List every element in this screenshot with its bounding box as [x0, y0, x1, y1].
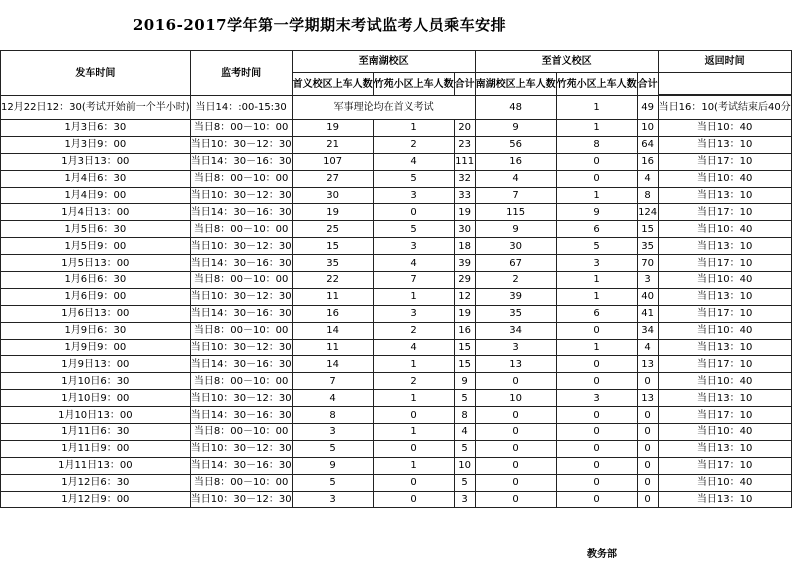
special-shouyi-zhuyuan[interactable]: 1 — [556, 96, 637, 120]
cell-shouyi-zhuyuan[interactable]: 3 — [556, 255, 637, 272]
footer-department: 教务部 — [587, 549, 617, 560]
header-to-nanhu[interactable]: 至南湖校区 — [292, 51, 475, 73]
cell-depart-time[interactable]: 1月12日9：00 — [1, 491, 191, 508]
cell-shouyi-total[interactable]: 124 — [637, 204, 658, 221]
table-row — [1, 153, 792, 170]
cell-return-time[interactable]: 当日10：40 — [658, 373, 791, 390]
cell-nanhu-zhuyuan[interactable]: 0 — [373, 440, 454, 457]
cell-invig-time[interactable]: 当日14：30－16：30 — [190, 407, 292, 424]
cell-shouyi-nanhu[interactable]: 30 — [475, 238, 556, 255]
cell-nanhu-shouyi[interactable]: 3 — [292, 424, 373, 441]
cell-shouyi-total[interactable]: 3 — [637, 272, 658, 289]
cell-depart-time[interactable]: 1月10日6：30 — [1, 373, 191, 390]
cell-nanhu-shouyi[interactable]: 8 — [292, 407, 373, 424]
cell-nanhu-total[interactable]: 32 — [454, 170, 475, 187]
cell-return-time[interactable]: 当日10：40 — [658, 272, 791, 289]
cell-shouyi-total[interactable]: 0 — [637, 440, 658, 457]
cell-return-time[interactable]: 当日10：40 — [658, 322, 791, 339]
header-depart-time[interactable]: 发车时间 — [1, 51, 191, 96]
cell-depart-time[interactable]: 1月3日6：30 — [1, 120, 191, 137]
cell-shouyi-total[interactable]: 13 — [637, 390, 658, 407]
cell-shouyi-zhuyuan[interactable]: 0 — [556, 356, 637, 373]
cell-nanhu-zhuyuan[interactable]: 4 — [373, 339, 454, 356]
cell-shouyi-zhuyuan[interactable]: 0 — [556, 424, 637, 441]
cell-shouyi-nanhu[interactable]: 34 — [475, 322, 556, 339]
cell-nanhu-shouyi[interactable]: 5 — [292, 474, 373, 491]
cell-nanhu-zhuyuan[interactable]: 1 — [373, 120, 454, 137]
table-row — [1, 288, 792, 305]
cell-shouyi-zhuyuan[interactable]: 6 — [556, 305, 637, 322]
cell-invig-time[interactable]: 当日10：30－12：30 — [190, 491, 292, 508]
cell-nanhu-total[interactable]: 4 — [454, 424, 475, 441]
cell-shouyi-nanhu[interactable]: 4 — [475, 170, 556, 187]
cell-return-time[interactable]: 当日10：40 — [658, 474, 791, 491]
subheader-nanhu-shouyi-boarding[interactable]: 首义校区上车人数 — [292, 73, 373, 96]
cell-nanhu-total[interactable]: 10 — [454, 457, 475, 474]
cell-shouyi-zhuyuan[interactable]: 0 — [556, 457, 637, 474]
cell-shouyi-zhuyuan[interactable]: 0 — [556, 322, 637, 339]
cell-shouyi-nanhu[interactable]: 0 — [475, 491, 556, 508]
subheader-nanhu-total[interactable]: 合计 — [454, 73, 475, 96]
cell-nanhu-shouyi[interactable]: 9 — [292, 457, 373, 474]
cell-shouyi-nanhu[interactable]: 0 — [475, 440, 556, 457]
cell-nanhu-zhuyuan[interactable]: 3 — [373, 238, 454, 255]
cell-shouyi-nanhu[interactable]: 39 — [475, 288, 556, 305]
cell-nanhu-total[interactable]: 8 — [454, 407, 475, 424]
cell-invig-time[interactable]: 当日8：00－10：00 — [190, 474, 292, 491]
cell-nanhu-total[interactable]: 5 — [454, 390, 475, 407]
cell-nanhu-zhuyuan[interactable]: 1 — [373, 457, 454, 474]
cell-invig-time[interactable]: 当日14：30－16：30 — [190, 153, 292, 170]
selected-cell[interactable] — [658, 73, 791, 95]
cell-nanhu-shouyi[interactable]: 14 — [292, 322, 373, 339]
cell-nanhu-total[interactable]: 19 — [454, 305, 475, 322]
cell-invig-time[interactable]: 当日14：30－16：30 — [190, 255, 292, 272]
cell-invig-time[interactable]: 当日14：30－16：30 — [190, 305, 292, 322]
cell-shouyi-zhuyuan[interactable]: 5 — [556, 238, 637, 255]
cell-depart-time[interactable]: 1月9日13：00 — [1, 356, 191, 373]
cell-nanhu-shouyi[interactable]: 19 — [292, 120, 373, 137]
cell-shouyi-total[interactable]: 8 — [637, 187, 658, 204]
cell-nanhu-total[interactable]: 9 — [454, 373, 475, 390]
cell-shouyi-total[interactable]: 64 — [637, 136, 658, 153]
cell-return-time[interactable]: 当日17：10 — [658, 407, 791, 424]
cell-nanhu-total[interactable]: 29 — [454, 272, 475, 289]
table-row — [1, 170, 792, 187]
cell-depart-time[interactable]: 1月5日6：30 — [1, 221, 191, 238]
cell-shouyi-total[interactable]: 16 — [637, 153, 658, 170]
cell-shouyi-total[interactable]: 4 — [637, 170, 658, 187]
cell-shouyi-nanhu[interactable]: 35 — [475, 305, 556, 322]
cell-shouyi-total[interactable]: 40 — [637, 288, 658, 305]
cell-shouyi-zhuyuan[interactable]: 0 — [556, 474, 637, 491]
cell-shouyi-nanhu[interactable]: 9 — [475, 221, 556, 238]
table-row — [1, 255, 792, 272]
cell-shouyi-zhuyuan[interactable]: 1 — [556, 272, 637, 289]
cell-invig-time[interactable]: 当日10：30－12：30 — [190, 238, 292, 255]
cell-nanhu-total[interactable]: 30 — [454, 221, 475, 238]
cell-nanhu-shouyi[interactable]: 15 — [292, 238, 373, 255]
cell-shouyi-nanhu[interactable]: 16 — [475, 153, 556, 170]
cell-shouyi-zhuyuan[interactable]: 0 — [556, 153, 637, 170]
cell-nanhu-shouyi[interactable]: 11 — [292, 339, 373, 356]
table-row — [1, 238, 792, 255]
cell-invig-time[interactable]: 当日10：30－12：30 — [190, 187, 292, 204]
cell-nanhu-zhuyuan[interactable]: 7 — [373, 272, 454, 289]
cell-depart-time[interactable]: 1月11日9：00 — [1, 440, 191, 457]
cell-shouyi-zhuyuan[interactable]: 0 — [556, 407, 637, 424]
subheader-shouyi-zhuyuan-boarding[interactable]: 竹苑小区上车人数 — [556, 73, 637, 96]
cell-shouyi-zhuyuan[interactable]: 1 — [556, 187, 637, 204]
cell-nanhu-shouyi[interactable]: 107 — [292, 153, 373, 170]
cell-shouyi-total[interactable]: 13 — [637, 356, 658, 373]
cell-nanhu-shouyi[interactable]: 25 — [292, 221, 373, 238]
table-row — [1, 491, 792, 508]
cell-return-time[interactable]: 当日13：10 — [658, 491, 791, 508]
cell-depart-time[interactable]: 1月5日13：00 — [1, 255, 191, 272]
page-title: 2016-2017学年第一学期期末考试监考人员乘车安排 — [132, 16, 507, 34]
cell-shouyi-total[interactable]: 4 — [637, 339, 658, 356]
cell-return-time[interactable]: 当日10：40 — [658, 424, 791, 441]
cell-depart-time[interactable]: 1月3日9：00 — [1, 136, 191, 153]
subheader-shouyi-nanhu-boarding[interactable]: 南湖校区上车人数 — [475, 73, 556, 96]
cell-nanhu-shouyi[interactable]: 21 — [292, 136, 373, 153]
cell-nanhu-shouyi[interactable]: 4 — [292, 390, 373, 407]
cell-return-time[interactable]: 当日13：10 — [658, 288, 791, 305]
cell-nanhu-total[interactable]: 20 — [454, 120, 475, 137]
cell-return-time[interactable]: 当日13：10 — [658, 390, 791, 407]
table-row — [1, 457, 792, 474]
cell-shouyi-zhuyuan[interactable]: 0 — [556, 170, 637, 187]
cell-shouyi-nanhu[interactable]: 7 — [475, 187, 556, 204]
cell-nanhu-total[interactable]: 39 — [454, 255, 475, 272]
cell-depart-time[interactable]: 1月11日13：00 — [1, 457, 191, 474]
cell-return-time[interactable]: 当日17：10 — [658, 153, 791, 170]
table-row — [1, 424, 792, 441]
cell-return-time[interactable]: 当日10：40 — [658, 170, 791, 187]
cell-invig-time[interactable]: 当日10：30－12：30 — [190, 288, 292, 305]
cell-invig-time[interactable]: 当日8：00－10：00 — [190, 272, 292, 289]
cell-return-time[interactable]: 当日10：40 — [658, 120, 791, 137]
subheader-nanhu-zhuyuan-boarding[interactable]: 竹苑小区上车人数 — [373, 73, 454, 96]
cell-nanhu-zhuyuan[interactable]: 4 — [373, 255, 454, 272]
cell-shouyi-nanhu[interactable]: 3 — [475, 339, 556, 356]
cell-nanhu-shouyi[interactable]: 5 — [292, 440, 373, 457]
special-invig-time[interactable]: 当日14：:00-15:30 — [190, 96, 292, 120]
cell-shouyi-total[interactable]: 15 — [637, 221, 658, 238]
cell-shouyi-total[interactable]: 0 — [637, 474, 658, 491]
special-note[interactable]: 军事理论均在首义考试 — [292, 96, 475, 120]
cell-nanhu-total[interactable]: 23 — [454, 136, 475, 153]
cell-shouyi-total[interactable]: 10 — [637, 120, 658, 137]
cell-nanhu-zhuyuan[interactable]: 2 — [373, 373, 454, 390]
cell-depart-time[interactable]: 1月4日9：00 — [1, 187, 191, 204]
table-row — [1, 339, 792, 356]
cell-nanhu-zhuyuan[interactable]: 3 — [373, 187, 454, 204]
table-row — [1, 373, 792, 390]
cell-shouyi-nanhu[interactable]: 56 — [475, 136, 556, 153]
cell-shouyi-nanhu[interactable]: 0 — [475, 474, 556, 491]
cell-shouyi-total[interactable]: 0 — [637, 491, 658, 508]
cell-nanhu-zhuyuan[interactable]: 3 — [373, 305, 454, 322]
cell-return-time[interactable]: 当日10：40 — [658, 221, 791, 238]
cell-nanhu-zhuyuan[interactable]: 0 — [373, 204, 454, 221]
cell-return-time[interactable]: 当日17：10 — [658, 457, 791, 474]
cell-return-time[interactable]: 当日13：10 — [658, 339, 791, 356]
special-depart-time[interactable]: 12月22日12：30(考试开始前一个半小时) — [1, 96, 191, 120]
table-row — [1, 272, 792, 289]
cell-depart-time[interactable]: 1月4日13：00 — [1, 204, 191, 221]
special-shouyi-nanhu[interactable]: 48 — [475, 96, 556, 120]
cell-nanhu-zhuyuan[interactable]: 0 — [373, 474, 454, 491]
schedule-table — [0, 50, 792, 508]
cell-nanhu-zhuyuan[interactable]: 2 — [373, 136, 454, 153]
cell-invig-time[interactable]: 当日14：30－16：30 — [190, 204, 292, 221]
cell-shouyi-nanhu[interactable]: 10 — [475, 390, 556, 407]
cell-shouyi-total[interactable]: 41 — [637, 305, 658, 322]
table-row — [1, 136, 792, 153]
cell-nanhu-zhuyuan[interactable]: 0 — [373, 407, 454, 424]
cell-return-time[interactable]: 当日13：10 — [658, 238, 791, 255]
cell-depart-time[interactable]: 1月10日13：00 — [1, 407, 191, 424]
cell-nanhu-shouyi[interactable]: 3 — [292, 491, 373, 508]
cell-shouyi-nanhu[interactable]: 2 — [475, 272, 556, 289]
cell-shouyi-nanhu[interactable]: 0 — [475, 424, 556, 441]
cell-shouyi-total[interactable]: 34 — [637, 322, 658, 339]
subheader-shouyi-total[interactable]: 合计 — [637, 73, 658, 96]
cell-shouyi-zhuyuan[interactable]: 0 — [556, 491, 637, 508]
table-row — [1, 440, 792, 457]
cell-shouyi-zhuyuan[interactable]: 1 — [556, 339, 637, 356]
cell-nanhu-total[interactable]: 16 — [454, 322, 475, 339]
cell-nanhu-zhuyuan[interactable]: 4 — [373, 153, 454, 170]
cell-depart-time[interactable]: 1月9日6：30 — [1, 322, 191, 339]
cell-nanhu-shouyi[interactable]: 7 — [292, 373, 373, 390]
cell-shouyi-nanhu[interactable]: 115 — [475, 204, 556, 221]
cell-depart-time[interactable]: 1月10日9：00 — [1, 390, 191, 407]
cell-nanhu-total[interactable]: 15 — [454, 356, 475, 373]
cell-shouyi-zhuyuan[interactable]: 6 — [556, 221, 637, 238]
cell-shouyi-total[interactable]: 0 — [637, 407, 658, 424]
special-return-time[interactable]: 当日16：10(考试结束后40分 — [658, 96, 791, 120]
cell-shouyi-total[interactable]: 0 — [637, 457, 658, 474]
cell-shouyi-zhuyuan[interactable]: 8 — [556, 136, 637, 153]
cell-nanhu-shouyi[interactable]: 35 — [292, 255, 373, 272]
cell-shouyi-nanhu[interactable]: 13 — [475, 356, 556, 373]
cell-nanhu-total[interactable]: 12 — [454, 288, 475, 305]
cell-nanhu-total[interactable]: 15 — [454, 339, 475, 356]
cell-nanhu-zhuyuan[interactable]: 1 — [373, 288, 454, 305]
cell-shouyi-nanhu[interactable]: 0 — [475, 457, 556, 474]
table-row — [1, 356, 792, 373]
cell-shouyi-total[interactable]: 0 — [637, 373, 658, 390]
cell-nanhu-zhuyuan[interactable]: 5 — [373, 221, 454, 238]
cell-return-time[interactable]: 当日17：10 — [658, 204, 791, 221]
cell-shouyi-total[interactable]: 0 — [637, 424, 658, 441]
cell-nanhu-zhuyuan[interactable]: 5 — [373, 170, 454, 187]
cell-nanhu-zhuyuan[interactable]: 1 — [373, 390, 454, 407]
cell-depart-time[interactable]: 1月9日9：00 — [1, 339, 191, 356]
cell-shouyi-nanhu[interactable]: 9 — [475, 120, 556, 137]
cell-invig-time[interactable]: 当日10：30－12：30 — [190, 440, 292, 457]
cell-depart-time[interactable]: 1月12日6：30 — [1, 474, 191, 491]
table-row — [1, 204, 792, 221]
special-shouyi-total[interactable]: 49 — [637, 96, 658, 120]
cell-invig-time[interactable]: 当日8：00－10：00 — [190, 120, 292, 137]
cell-nanhu-zhuyuan[interactable]: 1 — [373, 356, 454, 373]
cell-nanhu-total[interactable]: 33 — [454, 187, 475, 204]
cell-invig-time[interactable]: 当日8：00－10：00 — [190, 221, 292, 238]
cell-depart-time[interactable]: 1月4日6：30 — [1, 170, 191, 187]
cell-invig-time[interactable]: 当日10：30－12：30 — [190, 339, 292, 356]
cell-invig-time[interactable]: 当日10：30－12：30 — [190, 390, 292, 407]
cell-depart-time[interactable]: 1月11日6：30 — [1, 424, 191, 441]
table-row — [1, 390, 792, 407]
cell-nanhu-total[interactable]: 3 — [454, 491, 475, 508]
cell-return-time[interactable]: 当日17：10 — [658, 356, 791, 373]
table-row — [1, 120, 792, 137]
header-return-time[interactable]: 返回时间 — [658, 51, 791, 73]
table-row — [1, 407, 792, 424]
cell-shouyi-zhuyuan[interactable]: 0 — [556, 373, 637, 390]
cell-invig-time[interactable]: 当日8：00－10：00 — [190, 373, 292, 390]
cell-shouyi-nanhu[interactable]: 67 — [475, 255, 556, 272]
cell-depart-time[interactable]: 1月5日9：00 — [1, 238, 191, 255]
cell-nanhu-total[interactable]: 5 — [454, 440, 475, 457]
cell-return-time[interactable]: 当日17：10 — [658, 255, 791, 272]
cell-invig-time[interactable]: 当日8：00－10：00 — [190, 424, 292, 441]
cell-return-time[interactable]: 当日17：10 — [658, 305, 791, 322]
cell-nanhu-zhuyuan[interactable]: 1 — [373, 424, 454, 441]
cell-shouyi-zhuyuan[interactable]: 9 — [556, 204, 637, 221]
table-row — [1, 474, 792, 491]
cell-depart-time[interactable]: 1月6日9：00 — [1, 288, 191, 305]
cell-return-time[interactable]: 当日13：10 — [658, 136, 791, 153]
cell-shouyi-nanhu[interactable]: 0 — [475, 373, 556, 390]
cell-return-time[interactable]: 当日13：10 — [658, 440, 791, 457]
table-row — [1, 187, 792, 204]
cell-invig-time[interactable]: 当日14：30－16：30 — [190, 457, 292, 474]
header-to-shouyi[interactable]: 至首义校区 — [475, 51, 658, 73]
table-row — [1, 305, 792, 322]
cell-nanhu-total[interactable]: 18 — [454, 238, 475, 255]
table-row — [1, 221, 792, 238]
cell-nanhu-total[interactable]: 19 — [454, 204, 475, 221]
cell-nanhu-total[interactable]: 5 — [454, 474, 475, 491]
cell-nanhu-zhuyuan[interactable]: 2 — [373, 322, 454, 339]
cell-depart-time[interactable]: 1月6日13：00 — [1, 305, 191, 322]
cell-nanhu-shouyi[interactable]: 27 — [292, 170, 373, 187]
table-row — [1, 322, 792, 339]
cell-invig-time[interactable]: 当日14：30－16：30 — [190, 356, 292, 373]
cell-shouyi-total[interactable]: 35 — [637, 238, 658, 255]
cell-nanhu-total[interactable]: 111 — [454, 153, 475, 170]
cell-shouyi-nanhu[interactable]: 0 — [475, 407, 556, 424]
cell-nanhu-shouyi[interactable]: 19 — [292, 204, 373, 221]
cell-nanhu-zhuyuan[interactable]: 0 — [373, 491, 454, 508]
cell-invig-time[interactable]: 当日8：00－10：00 — [190, 322, 292, 339]
cell-invig-time[interactable]: 当日8：00－10：00 — [190, 170, 292, 187]
cell-nanhu-shouyi[interactable]: 16 — [292, 305, 373, 322]
cell-nanhu-shouyi[interactable]: 11 — [292, 288, 373, 305]
cell-return-time[interactable]: 当日13：10 — [658, 187, 791, 204]
cell-nanhu-shouyi[interactable]: 22 — [292, 272, 373, 289]
cell-invig-time[interactable]: 当日10：30－12：30 — [190, 136, 292, 153]
cell-nanhu-shouyi[interactable]: 30 — [292, 187, 373, 204]
header-invigilation-time[interactable]: 监考时间 — [190, 51, 292, 96]
cell-shouyi-zhuyuan[interactable]: 1 — [556, 288, 637, 305]
cell-shouyi-zhuyuan[interactable]: 0 — [556, 440, 637, 457]
cell-shouyi-total[interactable]: 70 — [637, 255, 658, 272]
cell-shouyi-zhuyuan[interactable]: 3 — [556, 390, 637, 407]
cell-depart-time[interactable]: 1月3日13：00 — [1, 153, 191, 170]
cell-depart-time[interactable]: 1月6日6：30 — [1, 272, 191, 289]
cell-shouyi-zhuyuan[interactable]: 1 — [556, 120, 637, 137]
cell-nanhu-shouyi[interactable]: 14 — [292, 356, 373, 373]
